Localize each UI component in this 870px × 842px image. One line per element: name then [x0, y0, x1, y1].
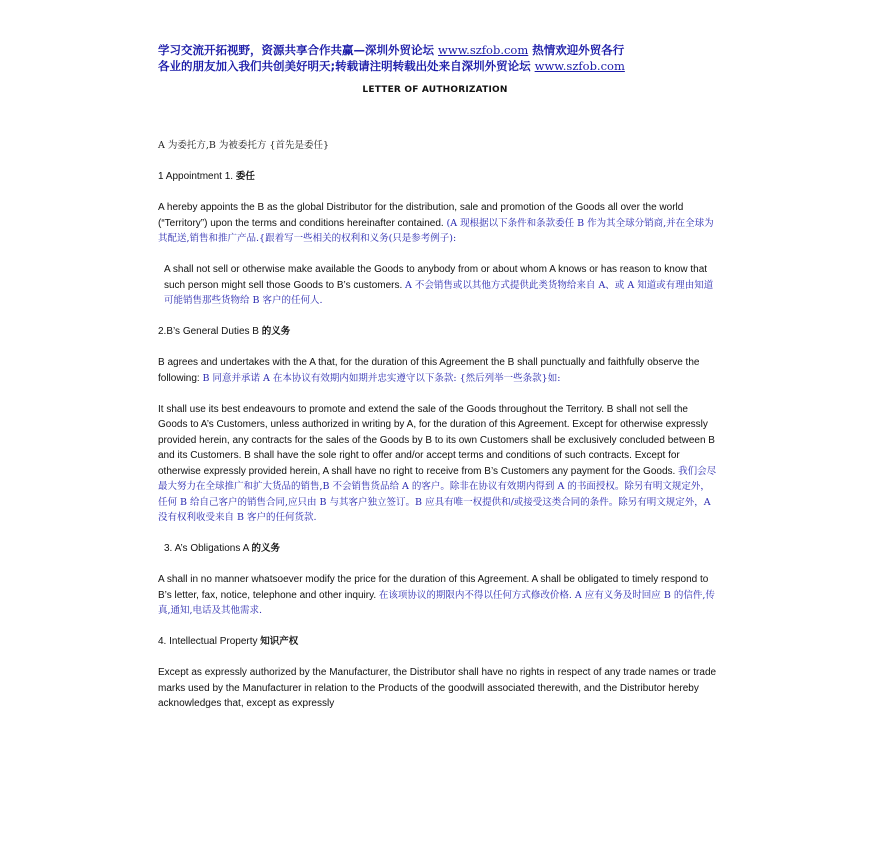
header-line1-text: 学习交流开拓视野，资源共享合作共赢—深圳外贸论坛: [158, 43, 439, 57]
section-4-heading-zh: 知识产权: [260, 636, 299, 647]
document-body: [158, 138, 718, 727]
section-3-para1-zh: 在该项协议的期限内不得以任何方式修改价格. A 应有义务及时回应 B 的信件,传真,通知,电话及其他需求.: [158, 589, 715, 616]
section-3-heading: [158, 541, 718, 557]
header-line-2: [158, 58, 728, 74]
section-2-paragraph-2: [158, 402, 718, 526]
section-2-para1-en: B agrees and undertakes with the A that, for the duration of this Agreement the B shall punctually and faithfully observe the following:: [158, 357, 700, 384]
section-2-heading-zh: 的义务: [261, 326, 291, 337]
header-line2-text: 各业的朋友加入我们共创美好明天;转载请注明转载出处来自深圳外贸论坛: [158, 59, 535, 73]
section-3-heading-en: 3. A’s Obligations A: [164, 543, 249, 554]
section-2-heading-en: 2.B’s General Duties B: [158, 326, 259, 337]
forum-link-2[interactable]: www.szfob.com: [534, 59, 625, 73]
section-1-para1-en: A hereby appoints the B as the global Distributor for the distribution, sale and promotion of the Goods all over the world (“Territory”) upon the terms and conditions hereinafter contained.: [158, 202, 684, 229]
section-4-paragraph-1: [158, 665, 718, 712]
section-2-heading: [158, 324, 718, 340]
section-3-paragraph-1: [158, 572, 718, 619]
section-3-para1-en: A shall in no manner whatsoever modify the price for the duration of this Agreement. A shall be obligated to timely respond to B’s letter, fax, notice, telephone and other inquiry.: [158, 574, 709, 601]
section-4-heading: [158, 634, 718, 650]
section-1-paragraph-1: [158, 200, 718, 247]
forum-link[interactable]: www.szfob.com: [438, 43, 529, 57]
section-2-para2-zh: 我们会尽最大努力在全球推广和扩大货品的销售,B 不会销售货品给 A 的客户。除非在协议有效期内得到 A 的书面授权。除另有明文规定外，任何 B 给自己客户的销售合同,应只由 B 与其客户独立签订。B 应具有唯一权提供和/或接受这类合同的条件。除另有明文规定外，A 没有权利收受来自 B 客户的任何货款.: [158, 465, 717, 523]
section-1-heading-en: 1 Appointment 1.: [158, 171, 234, 182]
section-4-para1-en: Except as expressly authorized by the Manufacturer, the Distributor shall have no rights in respect of any trade names or trade marks used by the Manufacturer in relation to the Products of the goodwill associated therewith, and the Distributor hereby acknowledges that, except as expressly: [158, 667, 717, 709]
section-2-para2-en: It shall use its best endeavours to promote and extend the sale of the Goods throughout the Territory. B shall not sell the Goods to A’s Customers, unless authorized in writing by A, for the duration of this Agreement. Except for otherwise expressly provided herein, any contracts for the sales of the Goods by B to its own Customers shall be exclusively concluded between B and its Customers. B shall have the sole right to offer and/or accept terms and conditions of such contracts. Except for otherwise expressly provided herein, A shall have no right to receive from B’s Customers any payment for the Goods.: [158, 403, 715, 477]
section-4-heading-en: 4. Intellectual Property: [158, 636, 258, 647]
section-1-paragraph-2: [158, 262, 718, 309]
intro-line: A 为委托方,B 为被委托方 {首先是委任}: [158, 140, 330, 151]
section-2-para1-zh: B 同意并承诺 A 在本协议有效期内如期并忠实遵守以下条款: {然后列举一些条款}如:: [202, 372, 561, 384]
document-title: LETTER OF AUTHORIZATION: [362, 85, 508, 95]
section-1-para1-zh: (A 现根据以下条件和条款委任 B 作为其全球分销商,并在全球为其配送,销售和推广产品.{跟着写一些相关的权利和义务(只是参考例子):: [158, 217, 714, 244]
section-1-heading: [158, 169, 718, 185]
section-1-para2-en: A shall not sell or otherwise make available the Goods to anybody from or about whom A knows or has reason to know that such person might sell those Goods to B’s customers.: [164, 264, 708, 291]
header-line-1: [158, 42, 728, 58]
section-1-heading-zh: 委任: [235, 171, 255, 182]
section-2-paragraph-1: [158, 355, 718, 386]
section-1-para2-zh: A 不会销售或以其他方式提供此类货物给来自 A、或 A 知道或有理由知道可能销售那些货物给 B 客户的任何人.: [164, 279, 714, 306]
section-3-heading-zh: 的义务: [251, 543, 280, 554]
forum-header: [158, 42, 728, 74]
header-line1-tail: 热情欢迎外贸各行: [528, 43, 625, 57]
